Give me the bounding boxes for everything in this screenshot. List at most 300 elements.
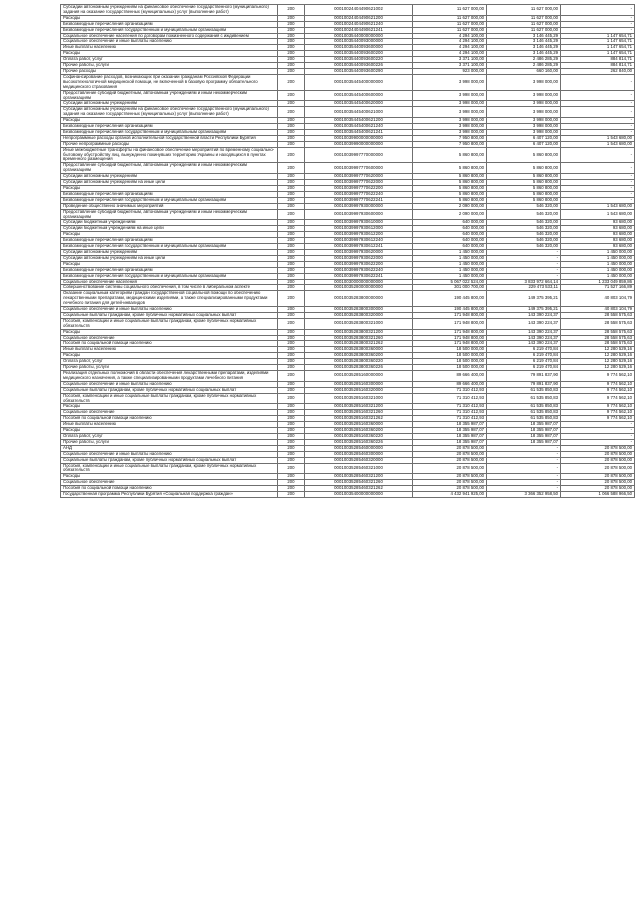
row-name: Безвозмездные перечисления организациям — [61, 267, 278, 273]
row-name: Безвозмездные перечисления государственным и муниципальным организациям — [61, 197, 278, 203]
row-executed-amount: 3 146 445,29 — [487, 45, 561, 51]
row-approved-amount: 20 878 500,00 — [413, 445, 487, 451]
row-approved-amount: 190 445 800,00 — [413, 307, 487, 313]
budget-execution-table — [60, 4, 635, 498]
row-line-code: 200 — [278, 186, 305, 192]
table-row — [61, 416, 635, 422]
row-name: Социальное обеспечение и иные выплаты населению — [61, 381, 278, 387]
row-name: Прочие работы, услуги — [61, 439, 278, 445]
row-unexecuted-amount: - — [561, 147, 635, 163]
row-budget-code: 00010035285460320000 — [305, 457, 413, 463]
row-unexecuted-amount: - — [561, 27, 635, 33]
row-unexecuted-amount: - — [561, 197, 635, 203]
row-name: Безвозмездные перечисления организациям — [61, 238, 278, 244]
row-approved-amount: 11 627 000,00 — [413, 27, 487, 33]
row-executed-amount: 149 375 395,21 — [487, 291, 561, 307]
row-executed-amount: 546 320,00 — [487, 220, 561, 226]
row-name: Расходы — [61, 186, 278, 192]
table-row — [61, 163, 635, 174]
row-line-code: 200 — [278, 209, 305, 220]
row-budget-code: 00010039997930600000 — [305, 209, 413, 220]
table-row — [61, 307, 635, 313]
row-unexecuted-amount: 1 066 588 966,50 — [561, 492, 635, 498]
row-name: Социальное обеспечение и иные выплаты населению — [61, 39, 278, 45]
row-approved-amount: 11 627 000,00 — [413, 21, 487, 27]
row-unexecuted-amount: 20 878 500,00 — [561, 445, 635, 451]
row-budget-code: 00010035440093600226 — [305, 63, 413, 69]
row-approved-amount: 20 878 500,00 — [413, 451, 487, 457]
row-approved-amount: 20 878 500,00 — [413, 457, 487, 463]
row-line-code: 200 — [278, 410, 305, 416]
row-approved-amount: 301 000 700,00 — [413, 285, 487, 291]
row-budget-code: 00010035440093600000 — [305, 45, 413, 51]
row-name: Софинансирование расходов, возникающих при оказании гражданам Российской Федерации высокотехнологичной медицинской помощи, не включенной в базовую программу обязательного медицинского страхования — [61, 74, 278, 90]
row-executed-amount: 546 320,00 — [487, 232, 561, 238]
row-name: Безвозмездные перечисления государственным и муниципальным организациям — [61, 27, 278, 33]
row-line-code: 200 — [278, 51, 305, 57]
row-unexecuted-amount: 40 803 104,79 — [561, 291, 635, 307]
row-executed-amount: 61 535 850,83 — [487, 416, 561, 422]
row-name: Субсидии автономным учреждениям — [61, 101, 278, 107]
row-unexecuted-amount: - — [561, 180, 635, 186]
row-unexecuted-amount: 1 543 680,00 — [561, 203, 635, 209]
row-approved-amount: 640 000,00 — [413, 220, 487, 226]
row-line-code: 200 — [278, 191, 305, 197]
row-approved-amount: 18 355 987,07 — [413, 422, 487, 428]
row-executed-amount: 79 891 837,90 — [487, 381, 561, 387]
row-name: Пособия, компенсации и иные социальные выплаты гражданам, кроме публичных нормативных обязательств — [61, 318, 278, 329]
table-row — [61, 135, 635, 141]
table-row — [61, 191, 635, 197]
row-name: Безвозмездные перечисления организациям — [61, 191, 278, 197]
row-budget-code: 00010035445400621240 — [305, 124, 413, 130]
row-line-code: 200 — [278, 244, 305, 250]
row-executed-amount: 11 627 000,00 — [487, 21, 561, 27]
row-unexecuted-amount: 1 147 654,71 — [561, 33, 635, 39]
row-unexecuted-amount: 28 558 575,63 — [561, 329, 635, 335]
row-name: Оплата работ, услуг — [61, 57, 278, 63]
table-row — [61, 463, 635, 474]
row-line-code: 200 — [278, 27, 305, 33]
row-approved-amount: 1 450 000,00 — [413, 267, 487, 273]
row-budget-code: 00010039997770622200 — [305, 186, 413, 192]
row-approved-amount: 18 355 987,07 — [413, 439, 487, 445]
row-approved-amount: 171 948 800,00 — [413, 312, 487, 318]
row-approved-amount: 18 355 987,07 — [413, 428, 487, 434]
row-line-code: 200 — [278, 347, 305, 353]
row-unexecuted-amount: 20 878 500,00 — [561, 457, 635, 463]
row-budget-code: 00010035445400621000 — [305, 107, 413, 118]
row-executed-amount: 143 390 224,37 — [487, 335, 561, 341]
row-budget-code: 00010035440093000000 — [305, 39, 413, 45]
row-line-code: 200 — [278, 74, 305, 90]
row-name: Субсидии автономным учреждениям — [61, 249, 278, 255]
row-approved-amount: 3 998 000,00 — [413, 74, 487, 90]
row-line-code: 200 — [278, 15, 305, 21]
row-name: Субсидии бюджетным учреждениям — [61, 220, 278, 226]
row-name: Социальное обеспечение населения по договорам пожизненного содержания с иждивением — [61, 33, 278, 39]
row-executed-amount: 5 860 800,00 — [487, 174, 561, 180]
row-unexecuted-amount: - — [561, 15, 635, 21]
row-budget-code: 00010039990000000000 — [305, 141, 413, 147]
row-line-code: 200 — [278, 393, 305, 404]
row-line-code: 200 — [278, 457, 305, 463]
row-executed-amount: - — [487, 255, 561, 261]
row-line-code: 200 — [278, 5, 305, 16]
row-executed-amount: 5 860 800,00 — [487, 147, 561, 163]
row-name: Расходы — [61, 353, 278, 359]
row-approved-amount: 640 000,00 — [413, 232, 487, 238]
row-name: Расходы — [61, 404, 278, 410]
row-line-code: 200 — [278, 68, 305, 74]
row-budget-code: 00010035285160360220 — [305, 433, 413, 439]
row-unexecuted-amount: 93 680,00 — [561, 244, 635, 250]
row-unexecuted-amount: 28 558 575,63 — [561, 335, 635, 341]
row-approved-amount: 11 627 000,00 — [413, 15, 487, 21]
table-row — [61, 318, 635, 329]
row-approved-amount: 640 000,00 — [413, 244, 487, 250]
row-line-code: 200 — [278, 365, 305, 371]
row-budget-code: 00010035285160360226 — [305, 439, 413, 445]
row-name: Субсидии автономным учреждениям на иные цели — [61, 255, 278, 261]
table-row — [61, 203, 635, 209]
row-executed-amount: 11 627 000,00 — [487, 27, 561, 33]
row-unexecuted-amount: 1 450 000,00 — [561, 267, 635, 273]
row-budget-code: 00010035283800321260 — [305, 335, 413, 341]
row-line-code: 200 — [278, 451, 305, 457]
row-approved-amount: 71 310 412,93 — [413, 393, 487, 404]
row-executed-amount: 79 891 837,90 — [487, 371, 561, 382]
table-row — [61, 21, 635, 27]
row-executed-amount: 546 320,00 — [487, 244, 561, 250]
row-budget-code: 00010035283800300000 — [305, 307, 413, 313]
row-approved-amount: 4 294 100,00 — [413, 45, 487, 51]
row-executed-amount: 143 390 224,37 — [487, 312, 561, 318]
row-name: Оказание социальным категориям граждан государственной социальной помощи по обеспечению лекарственными препаратами, медицинскими изделиями, а также специализированными продуктами лечебного питания для детей-инвалидов — [61, 291, 278, 307]
row-approved-amount: 1 450 000,00 — [413, 273, 487, 279]
row-executed-amount: 546 320,00 — [487, 226, 561, 232]
row-budget-code: 00010039997930000000 — [305, 203, 413, 209]
row-budget-code: 00010035285460300000 — [305, 451, 413, 457]
table-row — [61, 129, 635, 135]
row-unexecuted-amount: 93 680,00 — [561, 220, 635, 226]
row-executed-amount: 3 998 000,00 — [487, 90, 561, 101]
row-unexecuted-amount: - — [561, 433, 635, 439]
row-approved-amount: 5 860 800,00 — [413, 180, 487, 186]
row-name: Предоставление субсидий бюджетным, автономным учреждениям и иным некоммерческим организациям — [61, 209, 278, 220]
row-line-code: 200 — [278, 63, 305, 69]
row-executed-amount: 6 407 120,00 — [487, 135, 561, 141]
row-line-code: 200 — [278, 273, 305, 279]
row-budget-code: 00010035280000000000 — [305, 285, 413, 291]
row-line-code: 200 — [278, 341, 305, 347]
row-line-code: 200 — [278, 118, 305, 124]
row-executed-amount: 61 535 850,83 — [487, 387, 561, 393]
row-unexecuted-amount: - — [561, 21, 635, 27]
row-executed-amount: 61 535 850,83 — [487, 404, 561, 410]
row-name: Иные выплаты населению — [61, 45, 278, 51]
row-budget-code: 00010035445400620000 — [305, 101, 413, 107]
row-line-code: 200 — [278, 387, 305, 393]
row-executed-amount: 6 219 470,84 — [487, 359, 561, 365]
row-budget-code: 00010035445400000000 — [305, 74, 413, 90]
row-unexecuted-amount: - — [561, 191, 635, 197]
row-unexecuted-amount: 93 680,00 — [561, 226, 635, 232]
row-unexecuted-amount: 1 543 680,00 — [561, 141, 635, 147]
row-unexecuted-amount: - — [561, 428, 635, 434]
row-name: Реализация отдельных полномочий в области обеспечения лекарственными препаратами, изделиями медицинского назначения, а также специализированными продуктами лечебного питания — [61, 371, 278, 382]
row-executed-amount: 546 320,00 — [487, 203, 561, 209]
table-row — [61, 381, 635, 387]
row-unexecuted-amount: 1 233 049 859,86 — [561, 279, 635, 285]
table-row — [61, 90, 635, 101]
row-name: Социальное обеспечение и иные выплаты населению — [61, 451, 278, 457]
row-budget-code: 00010024404490621002 — [305, 5, 413, 16]
row-line-code: 200 — [278, 381, 305, 387]
row-line-code: 200 — [278, 220, 305, 226]
row-unexecuted-amount: 40 803 104,79 — [561, 307, 635, 313]
row-executed-amount: 61 535 850,83 — [487, 393, 561, 404]
row-budget-code: 00010030000000000000 — [305, 279, 413, 285]
row-unexecuted-amount: 1 543 680,00 — [561, 135, 635, 141]
row-approved-amount: 71 310 412,93 — [413, 387, 487, 393]
row-name: Совершенствование системы социального обеспечения, в том числе в либеральном аспекте — [61, 285, 278, 291]
row-approved-amount: 18 500 000,00 — [413, 365, 487, 371]
row-unexecuted-amount: 20 878 500,00 — [561, 486, 635, 492]
row-approved-amount: 18 500 000,00 — [413, 359, 487, 365]
row-line-code: 200 — [278, 404, 305, 410]
row-name: Социальные выплаты гражданам, кроме публичных нормативных социальных выплат — [61, 457, 278, 463]
row-executed-amount: 143 390 224,37 — [487, 341, 561, 347]
row-approved-amount: 20 878 500,00 — [413, 463, 487, 474]
row-unexecuted-amount: 28 558 575,63 — [561, 318, 635, 329]
row-line-code: 200 — [278, 45, 305, 51]
row-executed-amount: 3 998 000,00 — [487, 101, 561, 107]
row-unexecuted-amount: 9 774 562,10 — [561, 387, 635, 393]
row-executed-amount: 3 833 972 664,14 — [487, 279, 561, 285]
row-budget-code: 00010035440093600290 — [305, 68, 413, 74]
row-name: Социальное обеспечение — [61, 410, 278, 416]
row-line-code: 200 — [278, 21, 305, 27]
row-approved-amount: 18 500 000,00 — [413, 353, 487, 359]
row-name: Пособия по социальной помощи населению — [61, 416, 278, 422]
row-executed-amount: 3 146 445,29 — [487, 33, 561, 39]
row-budget-code: 00010035440000000000 — [305, 33, 413, 39]
table-row — [61, 371, 635, 382]
row-executed-amount: - — [487, 261, 561, 267]
row-budget-code: 00010035283800321200 — [305, 329, 413, 335]
row-line-code: 200 — [278, 428, 305, 434]
row-name: Расходы — [61, 15, 278, 21]
row-executed-amount: 5 860 800,00 — [487, 163, 561, 174]
row-name: Социальные выплаты гражданам, кроме публичных нормативных социальных выплат — [61, 312, 278, 318]
row-name: Субсидии автономным учреждениям на иные цели — [61, 180, 278, 186]
table-row — [61, 226, 635, 232]
row-executed-amount: 546 320,00 — [487, 209, 561, 220]
row-unexecuted-amount: 9 774 562,10 — [561, 410, 635, 416]
row-name: Субсидии автономным учреждениям — [61, 174, 278, 180]
row-line-code: 200 — [278, 226, 305, 232]
row-name: АНД — [61, 445, 278, 451]
row-budget-code: 00010039997930610000 — [305, 220, 413, 226]
row-approved-amount: 5 067 022 524,00 — [413, 279, 487, 285]
row-approved-amount: 20 878 500,00 — [413, 480, 487, 486]
row-executed-amount: 2 486 285,29 — [487, 57, 561, 63]
row-budget-code: 00010039997770622240 — [305, 191, 413, 197]
row-approved-amount: 20 878 500,00 — [413, 474, 487, 480]
row-line-code: 200 — [278, 335, 305, 341]
row-name: Иные выплаты населению — [61, 422, 278, 428]
row-approved-amount: 2 090 000,00 — [413, 209, 487, 220]
row-line-code: 200 — [278, 135, 305, 141]
row-budget-code: 00010039997930612000 — [305, 226, 413, 232]
table-row — [61, 5, 635, 16]
row-name: Иные выплаты населению — [61, 347, 278, 353]
row-name: Социальное обеспечение — [61, 335, 278, 341]
row-unexecuted-amount: - — [561, 90, 635, 101]
row-budget-code: 00010035285160000000 — [305, 371, 413, 382]
row-line-code: 200 — [278, 353, 305, 359]
table-row — [61, 238, 635, 244]
row-line-code: 200 — [278, 197, 305, 203]
row-executed-amount: 11 627 000,00 — [487, 15, 561, 21]
row-line-code: 200 — [278, 279, 305, 285]
row-budget-code: 00010039997930612240 — [305, 238, 413, 244]
row-unexecuted-amount: 1 147 654,71 — [561, 45, 635, 51]
row-approved-amount: 5 860 800,00 — [413, 174, 487, 180]
row-executed-amount: 18 355 987,07 — [487, 422, 561, 428]
row-executed-amount: - — [487, 474, 561, 480]
row-unexecuted-amount: - — [561, 124, 635, 130]
row-executed-amount: 3 146 445,29 — [487, 39, 561, 45]
table-row — [61, 291, 635, 307]
row-unexecuted-amount: - — [561, 439, 635, 445]
row-approved-amount: 20 878 500,00 — [413, 486, 487, 492]
row-name: Субсидии автономным учреждениям на финансовое обеспечение государственного (муниципального) задания на оказание государственных (муниципальных) услуг (выполнение работ) — [61, 5, 278, 16]
row-approved-amount: 171 948 800,00 — [413, 335, 487, 341]
row-approved-amount: 89 666 400,00 — [413, 381, 487, 387]
row-approved-amount: 5 860 800,00 — [413, 197, 487, 203]
row-approved-amount: 3 998 000,00 — [413, 101, 487, 107]
row-budget-code: 00010039997770622241 — [305, 197, 413, 203]
row-approved-amount: 190 445 800,00 — [413, 291, 487, 307]
row-line-code: 200 — [278, 57, 305, 63]
row-budget-code: 00010035440093600220 — [305, 57, 413, 63]
row-budget-code: 00010039997930612241 — [305, 244, 413, 250]
table-row — [61, 27, 635, 33]
row-name: Прочие работы, услуги — [61, 365, 278, 371]
row-executed-amount: 229 473 533,11 — [487, 285, 561, 291]
row-budget-code: 00010035283800360200 — [305, 353, 413, 359]
row-approved-amount: 1 450 000,00 — [413, 255, 487, 261]
row-budget-code: 00010035445400621200 — [305, 118, 413, 124]
row-unexecuted-amount: 12 280 529,16 — [561, 365, 635, 371]
row-approved-amount: 89 666 400,00 — [413, 371, 487, 382]
row-approved-amount: 4 294 100,00 — [413, 39, 487, 45]
table-row — [61, 107, 635, 118]
row-line-code: 200 — [278, 445, 305, 451]
row-executed-amount: - — [487, 273, 561, 279]
row-unexecuted-amount: - — [561, 74, 635, 90]
row-budget-code: 00010035285460321000 — [305, 463, 413, 474]
row-approved-amount: 3 998 000,00 — [413, 107, 487, 118]
table-row — [61, 285, 635, 291]
row-approved-amount: 71 310 412,93 — [413, 416, 487, 422]
row-unexecuted-amount: - — [561, 107, 635, 118]
row-budget-code: 00010035400000000000 — [305, 492, 413, 498]
row-approved-amount: 171 948 800,00 — [413, 318, 487, 329]
row-budget-code: 00010039997930622200 — [305, 261, 413, 267]
row-unexecuted-amount: 1 450 000,00 — [561, 255, 635, 261]
row-name: Непрограммные расходы органов исполнительной государственной власти Республики Бурятия — [61, 135, 278, 141]
table-row — [61, 180, 635, 186]
row-line-code: 200 — [278, 433, 305, 439]
row-approved-amount: 71 310 412,93 — [413, 410, 487, 416]
table-row — [61, 492, 635, 498]
row-unexecuted-amount: 93 680,00 — [561, 232, 635, 238]
row-unexecuted-amount: 9 774 562,10 — [561, 393, 635, 404]
table-row — [61, 39, 635, 45]
row-line-code: 200 — [278, 329, 305, 335]
row-approved-amount: 3 998 000,00 — [413, 90, 487, 101]
row-executed-amount: 149 375 395,21 — [487, 307, 561, 313]
row-executed-amount: 660 160,00 — [487, 68, 561, 74]
row-approved-amount: 7 950 800,00 — [413, 141, 487, 147]
row-line-code: 200 — [278, 107, 305, 118]
row-line-code: 200 — [278, 312, 305, 318]
row-name: Расходы — [61, 51, 278, 57]
row-budget-code: 00010039997930622000 — [305, 255, 413, 261]
row-line-code: 200 — [278, 486, 305, 492]
row-executed-amount: 6 219 470,84 — [487, 353, 561, 359]
row-budget-code: 00010035440093600200 — [305, 51, 413, 57]
row-approved-amount: 1 450 000,00 — [413, 261, 487, 267]
row-executed-amount: 2 486 285,29 — [487, 63, 561, 69]
row-unexecuted-amount: 1 543 680,00 — [561, 209, 635, 220]
row-budget-code: 00010035283800320000 — [305, 312, 413, 318]
row-unexecuted-amount: 9 774 562,10 — [561, 371, 635, 382]
row-line-code: 200 — [278, 307, 305, 313]
row-executed-amount: 3 366 352 958,50 — [487, 492, 561, 498]
row-budget-code: 00010035283800321262 — [305, 341, 413, 347]
row-line-code: 200 — [278, 163, 305, 174]
row-unexecuted-amount: 9 774 562,10 — [561, 416, 635, 422]
row-unexecuted-amount: 28 558 575,63 — [561, 341, 635, 347]
row-unexecuted-amount: 20 878 500,00 — [561, 463, 635, 474]
row-line-code: 200 — [278, 238, 305, 244]
row-unexecuted-amount: 9 774 562,10 — [561, 381, 635, 387]
row-budget-code: 00010035285460321200 — [305, 474, 413, 480]
row-unexecuted-amount: 1 147 654,71 — [561, 51, 635, 57]
row-name: Проведение общественно значимых мероприятий — [61, 203, 278, 209]
row-executed-amount: 11 627 000,00 — [487, 5, 561, 16]
row-unexecuted-amount: - — [561, 422, 635, 428]
row-budget-code: 00010035283800000000 — [305, 291, 413, 307]
row-name: Субсидии автономным учреждениям на финансовое обеспечение государственного (муниципального) задания на оказание государственных (муниципальных) услуг (выполнение работ) — [61, 107, 278, 118]
row-name: Расходы — [61, 329, 278, 335]
row-executed-amount: 18 355 987,07 — [487, 439, 561, 445]
row-approved-amount: 3 998 000,00 — [413, 129, 487, 135]
row-budget-code: 00010039997770000000 — [305, 147, 413, 163]
row-budget-code: 00010035285160300000 — [305, 381, 413, 387]
row-line-code: 200 — [278, 416, 305, 422]
row-budget-code: 00010039997930622241 — [305, 273, 413, 279]
row-approved-amount: 171 948 800,00 — [413, 341, 487, 347]
row-name: Предоставление субсидий бюджетным, автономным учреждениям и иным некоммерческим организациям — [61, 163, 278, 174]
row-executed-amount: 6 219 470,84 — [487, 365, 561, 371]
row-executed-amount: - — [487, 249, 561, 255]
row-budget-code: 00010035283800360226 — [305, 365, 413, 371]
